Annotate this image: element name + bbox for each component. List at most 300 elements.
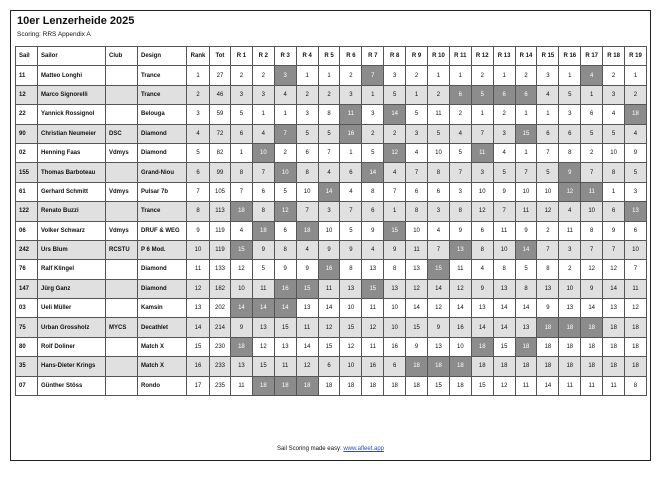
rank-cell: 6 xyxy=(187,163,210,182)
race-score-discarded: 11 xyxy=(581,182,603,201)
race-score: 5 xyxy=(603,124,625,143)
total-cell: 119 xyxy=(210,240,231,259)
race-score: 11 xyxy=(231,376,253,395)
design-cell: P 6 Mod. xyxy=(138,240,187,259)
sailor-cell: Urban Grossholz xyxy=(38,318,106,337)
race-score: 11 xyxy=(515,202,537,221)
race-score: 12 xyxy=(231,260,253,279)
race-score: 1 xyxy=(625,66,647,85)
race-score-discarded: 10 xyxy=(252,143,274,162)
race-score: 18 xyxy=(471,357,493,376)
design-cell: Trance xyxy=(138,66,187,85)
race-score: 15 xyxy=(274,318,296,337)
race-score: 5 xyxy=(581,124,603,143)
race-score-discarded: 18 xyxy=(537,318,559,337)
race-score: 5 xyxy=(625,163,647,182)
race-score: 6 xyxy=(625,221,647,240)
race-score: 1 xyxy=(406,85,428,104)
race-score: 10 xyxy=(471,182,493,201)
race-score: 12 xyxy=(406,279,428,298)
race-score: 8 xyxy=(231,163,253,182)
column-header: R 10 xyxy=(428,47,450,66)
race-score: 8 xyxy=(252,202,274,221)
race-score: 13 xyxy=(515,318,537,337)
race-score-discarded: 12 xyxy=(559,182,581,201)
column-header: R 3 xyxy=(274,47,296,66)
race-score: 5 xyxy=(493,163,515,182)
club-cell xyxy=(106,85,138,104)
race-score: 15 xyxy=(428,376,450,395)
column-header: R 19 xyxy=(625,47,647,66)
race-score: 3 xyxy=(231,85,253,104)
race-score: 11 xyxy=(428,105,450,124)
race-score-discarded: 6 xyxy=(493,85,515,104)
race-score-discarded: 4 xyxy=(581,66,603,85)
race-score: 11 xyxy=(406,240,428,259)
sailor-cell: Thomas Barboteau xyxy=(38,163,106,182)
rank-cell: 1 xyxy=(187,66,210,85)
total-cell: 235 xyxy=(210,376,231,395)
race-score: 8 xyxy=(559,143,581,162)
club-cell: Vdmys xyxy=(106,143,138,162)
column-header: R 17 xyxy=(581,47,603,66)
race-score: 3 xyxy=(340,85,362,104)
race-score: 18 xyxy=(537,337,559,356)
race-score-discarded: 12 xyxy=(384,143,406,162)
race-score: 2 xyxy=(340,66,362,85)
race-score: 10 xyxy=(406,221,428,240)
race-score: 15 xyxy=(340,318,362,337)
sail-cell: 80 xyxy=(16,337,38,356)
race-score: 5 xyxy=(428,124,450,143)
race-score: 14 xyxy=(318,299,340,318)
race-score: 7 xyxy=(296,202,318,221)
race-score: 6 xyxy=(340,163,362,182)
race-score: 10 xyxy=(318,221,340,240)
race-score: 12 xyxy=(493,376,515,395)
sailor-cell: Hans-Dieter Krings xyxy=(38,357,106,376)
club-cell xyxy=(106,279,138,298)
race-score-discarded: 18 xyxy=(296,376,318,395)
race-score: 1 xyxy=(559,66,581,85)
race-score: 18 xyxy=(581,357,603,376)
sail-cell: 242 xyxy=(16,240,38,259)
column-header: Sail xyxy=(16,47,38,66)
race-score-discarded: 18 xyxy=(449,357,471,376)
club-cell xyxy=(106,376,138,395)
rank-cell: 17 xyxy=(187,376,210,395)
table-row xyxy=(16,279,647,298)
race-score: 4 xyxy=(384,163,406,182)
race-score: 8 xyxy=(274,240,296,259)
race-score: 3 xyxy=(603,85,625,104)
sail-cell: 12 xyxy=(16,85,38,104)
race-score: 3 xyxy=(252,85,274,104)
table-row xyxy=(16,105,647,124)
race-score: 4 xyxy=(362,240,384,259)
race-score-discarded: 13 xyxy=(625,202,647,221)
table-row xyxy=(16,85,647,104)
table-header-row xyxy=(16,47,647,66)
column-header: Design xyxy=(138,47,187,66)
race-score: 12 xyxy=(428,299,450,318)
race-score: 14 xyxy=(449,299,471,318)
sail-cell: 75 xyxy=(16,318,38,337)
race-score: 7 xyxy=(581,163,603,182)
race-score: 4 xyxy=(231,221,253,240)
race-score: 1 xyxy=(318,66,340,85)
sailor-cell: Günther Stöss xyxy=(38,376,106,395)
race-score: 11 xyxy=(559,221,581,240)
race-score: 18 xyxy=(340,376,362,395)
club-cell xyxy=(106,105,138,124)
race-score: 10 xyxy=(581,202,603,221)
race-score: 11 xyxy=(625,279,647,298)
race-score: 2 xyxy=(362,124,384,143)
sail-cell: 90 xyxy=(16,124,38,143)
race-score: 18 xyxy=(603,318,625,337)
page-title: 10er Lenzerheide 2025 xyxy=(17,15,135,27)
race-score: 5 xyxy=(449,143,471,162)
race-score: 4 xyxy=(449,124,471,143)
table-row xyxy=(16,163,647,182)
race-score: 5 xyxy=(406,105,428,124)
race-score: 9 xyxy=(252,240,274,259)
column-header: R 2 xyxy=(252,47,274,66)
table-row xyxy=(16,299,647,318)
rank-cell: 7 xyxy=(187,182,210,201)
race-score: 9 xyxy=(537,299,559,318)
race-score: 5 xyxy=(515,260,537,279)
race-score: 8 xyxy=(603,163,625,182)
race-score: 8 xyxy=(318,105,340,124)
sail-cell: 02 xyxy=(16,143,38,162)
race-score-discarded: 18 xyxy=(252,376,274,395)
race-score: 1 xyxy=(384,202,406,221)
rank-cell: 12 xyxy=(187,279,210,298)
total-cell: 230 xyxy=(210,337,231,356)
race-score: 10 xyxy=(515,182,537,201)
race-score: 11 xyxy=(296,318,318,337)
race-score: 3 xyxy=(296,105,318,124)
race-score: 7 xyxy=(231,182,253,201)
rank-cell: 8 xyxy=(187,202,210,221)
race-score: 8 xyxy=(428,163,450,182)
race-score: 4 xyxy=(318,163,340,182)
total-cell: 133 xyxy=(210,260,231,279)
column-header: Tot xyxy=(210,47,231,66)
race-score-discarded: 18 xyxy=(625,105,647,124)
race-score: 7 xyxy=(428,240,450,259)
sail-cell: 155 xyxy=(16,163,38,182)
total-cell: 182 xyxy=(210,279,231,298)
race-score-discarded: 7 xyxy=(362,66,384,85)
race-score: 11 xyxy=(362,337,384,356)
race-score: 9 xyxy=(449,221,471,240)
race-score: 7 xyxy=(406,163,428,182)
race-score: 1 xyxy=(581,85,603,104)
race-score: 14 xyxy=(296,337,318,356)
sailor-cell: Volker Schwarz xyxy=(38,221,106,240)
race-score: 2 xyxy=(252,66,274,85)
race-score: 3 xyxy=(318,202,340,221)
race-score: 10 xyxy=(603,143,625,162)
race-score-discarded: 18 xyxy=(581,318,603,337)
race-score: 6 xyxy=(471,221,493,240)
race-score-discarded: 14 xyxy=(274,299,296,318)
club-cell xyxy=(106,163,138,182)
race-score: 10 xyxy=(340,357,362,376)
club-cell xyxy=(106,66,138,85)
race-score: 14 xyxy=(493,318,515,337)
race-score: 18 xyxy=(318,376,340,395)
race-score: 1 xyxy=(231,143,253,162)
race-score-discarded: 15 xyxy=(428,260,450,279)
race-score: 15 xyxy=(406,318,428,337)
column-header: Sailor xyxy=(38,47,106,66)
race-score: 4 xyxy=(340,182,362,201)
design-cell: Rondo xyxy=(138,376,187,395)
club-cell: MYCS xyxy=(106,318,138,337)
race-score: 10 xyxy=(428,143,450,162)
sail-cell: 76 xyxy=(16,260,38,279)
race-score: 7 xyxy=(515,163,537,182)
race-score: 4 xyxy=(296,240,318,259)
race-score: 1 xyxy=(471,105,493,124)
sail-cell: 61 xyxy=(16,182,38,201)
race-score-discarded: 6 xyxy=(449,85,471,104)
race-score: 6 xyxy=(318,357,340,376)
sail-cell: 122 xyxy=(16,202,38,221)
design-cell: DRUF & WEG xyxy=(138,221,187,240)
race-score: 8 xyxy=(362,182,384,201)
design-cell: Match X xyxy=(138,357,187,376)
table-row xyxy=(16,337,647,356)
race-score: 11 xyxy=(362,299,384,318)
race-score: 8 xyxy=(581,221,603,240)
race-score: 11 xyxy=(559,376,581,395)
race-score-discarded: 14 xyxy=(362,163,384,182)
design-cell: Diamond xyxy=(138,124,187,143)
race-score: 5 xyxy=(340,221,362,240)
design-cell: Kamsin xyxy=(138,299,187,318)
race-score: 8 xyxy=(625,376,647,395)
race-score: 5 xyxy=(296,124,318,143)
race-score: 10 xyxy=(231,279,253,298)
race-score: 3 xyxy=(559,240,581,259)
column-header: R 13 xyxy=(493,47,515,66)
race-score: 3 xyxy=(471,163,493,182)
race-score: 11 xyxy=(449,260,471,279)
race-score: 18 xyxy=(384,376,406,395)
race-score: 2 xyxy=(559,260,581,279)
sail-cell: 07 xyxy=(16,376,38,395)
sail-cell: 03 xyxy=(16,299,38,318)
rank-cell: 4 xyxy=(187,124,210,143)
race-score: 13 xyxy=(384,279,406,298)
column-header: Club xyxy=(106,47,138,66)
race-score-discarded: 14 xyxy=(384,105,406,124)
race-score: 10 xyxy=(296,182,318,201)
sailor-cell: Rolf Doliner xyxy=(38,337,106,356)
race-score: 7 xyxy=(340,202,362,221)
column-header: R 6 xyxy=(340,47,362,66)
race-score-discarded: 5 xyxy=(471,85,493,104)
race-score-discarded: 14 xyxy=(231,299,253,318)
race-score: 2 xyxy=(406,66,428,85)
race-score: 13 xyxy=(296,299,318,318)
race-score: 10 xyxy=(340,299,362,318)
race-score: 13 xyxy=(340,279,362,298)
race-score: 13 xyxy=(362,260,384,279)
race-score-discarded: 14 xyxy=(252,299,274,318)
race-score-discarded: 15 xyxy=(231,240,253,259)
club-cell: DSC xyxy=(106,124,138,143)
race-score: 5 xyxy=(384,85,406,104)
race-score: 14 xyxy=(581,299,603,318)
race-score: 9 xyxy=(603,221,625,240)
total-cell: 59 xyxy=(210,105,231,124)
sail-cell: 11 xyxy=(16,66,38,85)
sail-cell: 35 xyxy=(16,357,38,376)
race-score-discarded: 15 xyxy=(296,279,318,298)
table-row xyxy=(16,124,647,143)
race-score: 2 xyxy=(384,124,406,143)
race-score-discarded: 7 xyxy=(274,124,296,143)
club-cell: RCSTU xyxy=(106,240,138,259)
race-score: 6 xyxy=(406,182,428,201)
footer xyxy=(11,446,650,452)
race-score: 2 xyxy=(296,85,318,104)
race-score: 10 xyxy=(559,279,581,298)
race-score: 12 xyxy=(603,260,625,279)
race-score: 12 xyxy=(625,299,647,318)
race-score-discarded: 16 xyxy=(318,260,340,279)
sail-cell: 06 xyxy=(16,221,38,240)
race-score: 6 xyxy=(296,143,318,162)
table-row xyxy=(16,357,647,376)
table-row xyxy=(16,260,647,279)
race-score: 14 xyxy=(406,299,428,318)
race-score-discarded: 14 xyxy=(515,240,537,259)
race-score: 5 xyxy=(362,143,384,162)
race-score: 7 xyxy=(537,240,559,259)
race-score-discarded: 18 xyxy=(471,337,493,356)
column-header: R 14 xyxy=(515,47,537,66)
race-score: 10 xyxy=(384,299,406,318)
race-score: 9 xyxy=(625,143,647,162)
race-score: 4 xyxy=(471,260,493,279)
club-cell xyxy=(106,202,138,221)
race-score: 12 xyxy=(340,337,362,356)
club-cell xyxy=(106,299,138,318)
footer-link[interactable]: www.afleet.app xyxy=(343,446,385,452)
race-score: 13 xyxy=(471,299,493,318)
race-score: 10 xyxy=(449,337,471,356)
race-score: 6 xyxy=(603,202,625,221)
race-score: 13 xyxy=(537,279,559,298)
race-score: 13 xyxy=(231,357,253,376)
race-score: 1 xyxy=(428,66,450,85)
race-score: 3 xyxy=(537,66,559,85)
race-score: 3 xyxy=(493,124,515,143)
race-score: 12 xyxy=(471,202,493,221)
design-cell: Match X xyxy=(138,337,187,356)
race-score: 11 xyxy=(581,376,603,395)
race-score: 8 xyxy=(449,202,471,221)
race-score: 14 xyxy=(603,279,625,298)
race-score: 9 xyxy=(231,318,253,337)
race-score: 11 xyxy=(493,221,515,240)
race-score: 2 xyxy=(493,105,515,124)
race-score: 18 xyxy=(537,357,559,376)
total-cell: 46 xyxy=(210,85,231,104)
sailor-cell: Jürg Ganz xyxy=(38,279,106,298)
race-score: 4 xyxy=(406,143,428,162)
race-score: 5 xyxy=(318,124,340,143)
race-score: 5 xyxy=(274,182,296,201)
race-score: 8 xyxy=(515,279,537,298)
race-score: 8 xyxy=(493,260,515,279)
race-score: 4 xyxy=(603,105,625,124)
race-score: 4 xyxy=(493,143,515,162)
race-score: 8 xyxy=(384,260,406,279)
race-score-discarded: 18 xyxy=(428,357,450,376)
scoring-subtitle: Scoring: RRS Appendix A xyxy=(17,31,91,38)
race-score: 15 xyxy=(471,376,493,395)
column-header: R 7 xyxy=(362,47,384,66)
race-score: 1 xyxy=(274,105,296,124)
race-score: 9 xyxy=(340,240,362,259)
race-score-discarded: 16 xyxy=(340,124,362,143)
race-score: 2 xyxy=(231,66,253,85)
race-score: 6 xyxy=(362,202,384,221)
race-score: 5 xyxy=(252,260,274,279)
race-score: 7 xyxy=(449,163,471,182)
race-score: 7 xyxy=(318,143,340,162)
design-cell: Diamond xyxy=(138,279,187,298)
race-score: 6 xyxy=(274,221,296,240)
sailor-cell: Christian Neumeier xyxy=(38,124,106,143)
total-cell: 119 xyxy=(210,221,231,240)
race-score: 4 xyxy=(559,202,581,221)
design-cell: Pulsar 7b xyxy=(138,182,187,201)
race-score: 5 xyxy=(559,85,581,104)
rank-cell: 5 xyxy=(187,143,210,162)
table-body xyxy=(16,66,647,396)
race-score: 9 xyxy=(318,240,340,259)
race-score: 15 xyxy=(493,337,515,356)
race-score: 13 xyxy=(252,318,274,337)
race-score: 15 xyxy=(318,337,340,356)
race-score-discarded: 9 xyxy=(559,163,581,182)
column-header: R 8 xyxy=(384,47,406,66)
race-score: 6 xyxy=(231,124,253,143)
club-cell xyxy=(106,260,138,279)
design-cell: Diamond xyxy=(138,143,187,162)
race-score: 6 xyxy=(252,182,274,201)
rank-cell: 13 xyxy=(187,299,210,318)
race-score: 14 xyxy=(515,299,537,318)
race-score: 18 xyxy=(625,337,647,356)
race-score: 2 xyxy=(428,85,450,104)
race-score: 18 xyxy=(406,376,428,395)
race-score: 9 xyxy=(406,337,428,356)
sailor-cell: Marco Signorelli xyxy=(38,85,106,104)
race-score-discarded: 15 xyxy=(362,279,384,298)
race-score: 5 xyxy=(231,105,253,124)
race-score: 8 xyxy=(471,240,493,259)
